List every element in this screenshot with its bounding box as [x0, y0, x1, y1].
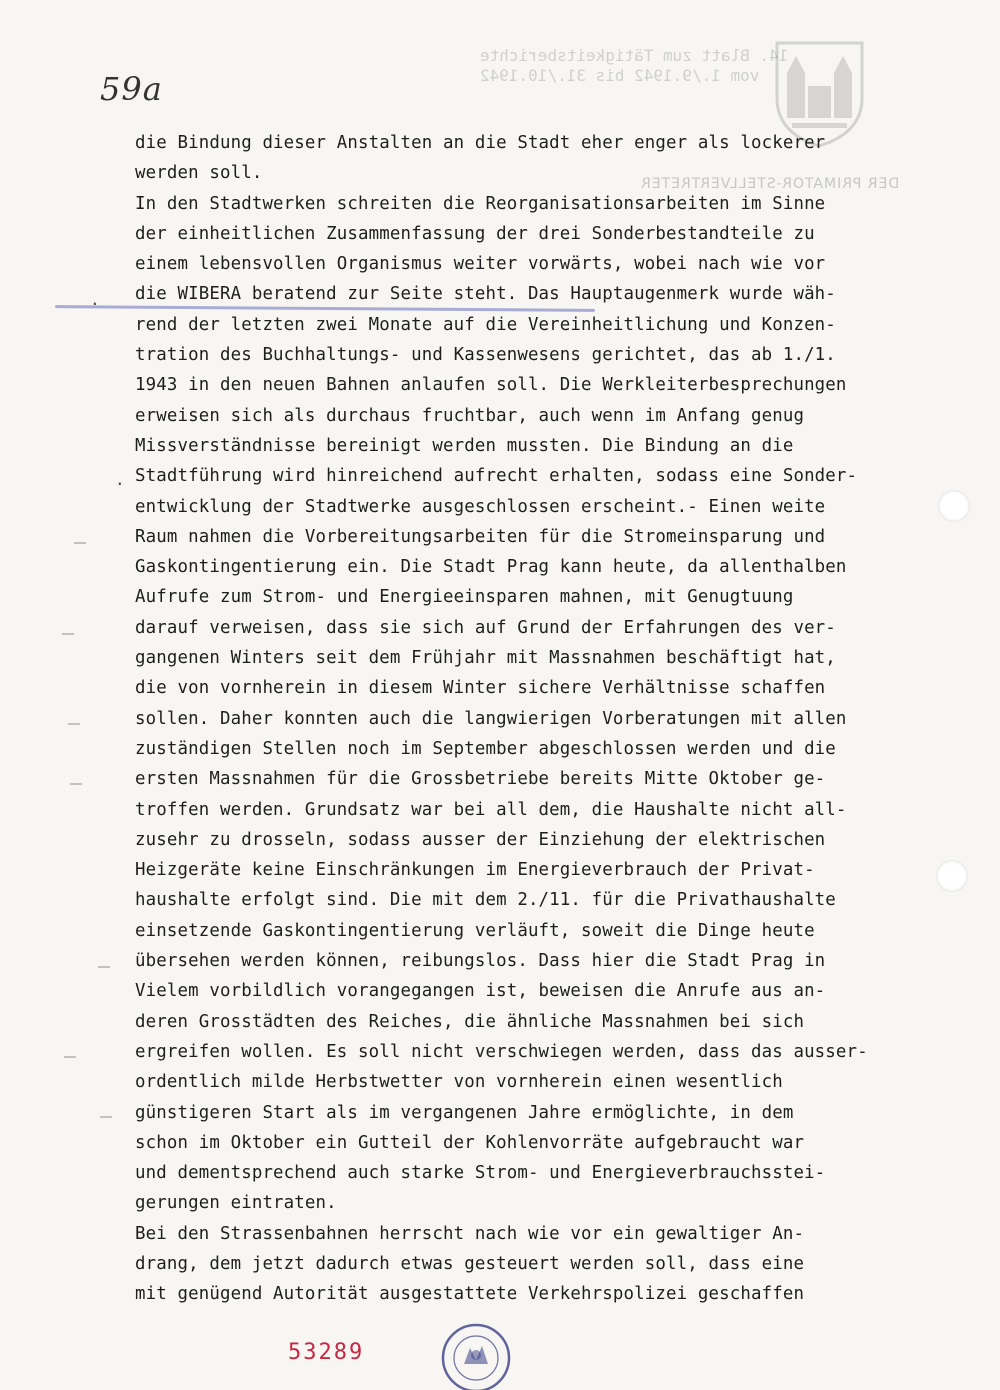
text-line: ordentlich milde Herbstwetter von vornherein einen wesentlich — [135, 1072, 783, 1093]
typed-body — [135, 128, 965, 1310]
text-line: die von vornherein in diesem Winter sichere Verhältnisse schaffen — [135, 678, 826, 699]
text-line: mit genügend Autorität ausgestattete Verkehrspolizei geschaffen — [135, 1284, 805, 1305]
text-line: einem lebensvollen Organismus weiter vorwärts, wobei nach wie vor — [135, 254, 826, 275]
text-line: drang, dem jetzt dadurch etwas gesteuert werden soll, dass eine — [135, 1253, 805, 1274]
text-line: Stadtführung wird hinreichend aufrecht erhalten, sodass eine Sonder- — [135, 466, 858, 487]
text-line: die WIBERA beratend zur Seite steht. Das Hauptaugenmerk wurde wäh- — [135, 284, 836, 305]
text-line: Aufrufe zum Strom- und Energieeinsparen mahnen, mit Genugtuung — [135, 587, 794, 608]
archive-stamp-icon — [440, 1322, 512, 1390]
handwritten-page-ref: 59a — [100, 70, 163, 108]
text-line: schon im Oktober ein Gutteil der Kohlenvorräte aufgebraucht war — [135, 1132, 805, 1153]
text-line: darauf verweisen, dass sie sich auf Grund der Erfahrungen des ver- — [135, 617, 836, 638]
margin-dash — [62, 633, 74, 635]
text-line: sollen. Daher konnten auch die langwierigen Vorberatungen mit allen — [135, 708, 847, 729]
margin-dot: . — [115, 470, 125, 489]
text-line: gangenen Winters seit dem Frühjahr mit Massnahmen beschäftigt hat, — [135, 648, 836, 669]
text-line: übersehen werden können, reibungslos. Dass hier die Stadt Prag in — [135, 951, 826, 972]
margin-dot: . — [90, 290, 100, 309]
header-mirror-line-1: 14. Blatt zum Tätigkeitsberichte — [480, 46, 789, 65]
text-line: Raum nahmen die Vorbereitungsarbeiten für die Stromeinsparung und — [135, 526, 826, 547]
text-line: In den Stadtwerken schreiten die Reorganisationsarbeiten im Sinne — [135, 193, 826, 214]
text-line: Gaskontingentierung ein. Die Stadt Prag kann heute, da allenthalben — [135, 557, 847, 578]
text-line: entwicklung der Stadtwerke ausgeschlossen erscheint.- Einen weite — [135, 496, 826, 517]
text-line: erweisen sich als durchaus fruchtbar, auch wenn im Anfang genug — [135, 405, 805, 426]
text-line: Heizgeräte keine Einschränkungen im Energieverbrauch der Privat- — [135, 860, 815, 881]
text-line: zuständigen Stellen noch im September abgeschlossen werden und die — [135, 738, 836, 759]
text-line: und dementsprechend auch starke Strom- und Energieverbrauchsstei- — [135, 1163, 826, 1184]
margin-dash — [64, 1056, 76, 1058]
text-line: rend der letzten zwei Monate auf die Vereinheitlichung und Konzen- — [135, 314, 836, 335]
header-mirror-line-2: vom 1./9.1942 bis 31./10.1942 — [480, 66, 760, 85]
margin-dash — [98, 966, 110, 968]
margin-dash — [100, 1116, 112, 1118]
text-line: gerungen eintraten. — [135, 1193, 337, 1214]
text-line: ergreifen wollen. Es soll nicht verschwiegen werden, dass das ausser- — [135, 1041, 868, 1062]
office-mirror: DER PRIMATOR-STELLVERTRETER — [640, 176, 900, 192]
text-line: einsetzende Gaskontingentierung verläuft, soweit die Dinge heute — [135, 920, 815, 941]
text-line: Vielem vorbildlich vorangegangen ist, beweisen die Anrufe aus an- — [135, 981, 826, 1002]
text-line: zusehr zu drosseln, sodass ausser der Einziehung der elektrischen — [135, 829, 826, 850]
margin-dash — [68, 723, 80, 725]
text-line: Bei den Strassenbahnen herrscht nach wie vor ein gewaltiger An- — [135, 1223, 805, 1244]
text-line: der einheitlichen Zusammenfassung der drei Sonderbestandteile zu — [135, 223, 815, 244]
text-line: haushalte erfolgt sind. Die mit dem 2./11. für die Privathaushalte — [135, 890, 836, 911]
text-line: Missverständnisse bereinigt werden mussten. Die Bindung an die — [135, 435, 794, 456]
text-line: tration des Buchhaltungs- und Kassenwesens gerichtet, das ab 1./1. — [135, 345, 836, 366]
text-line: günstigeren Start als im vergangenen Jahre ermöglichte, in dem — [135, 1102, 794, 1123]
text-line: deren Grosstädten des Reiches, die ähnliche Massnahmen bei sich — [135, 1011, 805, 1032]
text-line: ersten Massnahmen für die Grossbetriebe bereits Mitte Oktober ge- — [135, 769, 826, 790]
archive-number: 53289 — [288, 1340, 365, 1365]
text-line: werden soll. — [135, 163, 263, 184]
margin-dash — [74, 542, 86, 544]
text-line: die Bindung dieser Anstalten an die Stadt eher enger als lockerer — [135, 133, 826, 153]
margin-dash — [70, 783, 82, 785]
text-line: 1943 in den neuen Bahnen anlaufen soll. Die Werkleiterbesprechungen — [135, 375, 847, 396]
text-line: troffen werden. Grundsatz war bei all dem, die Haushalte nicht all- — [135, 799, 847, 820]
